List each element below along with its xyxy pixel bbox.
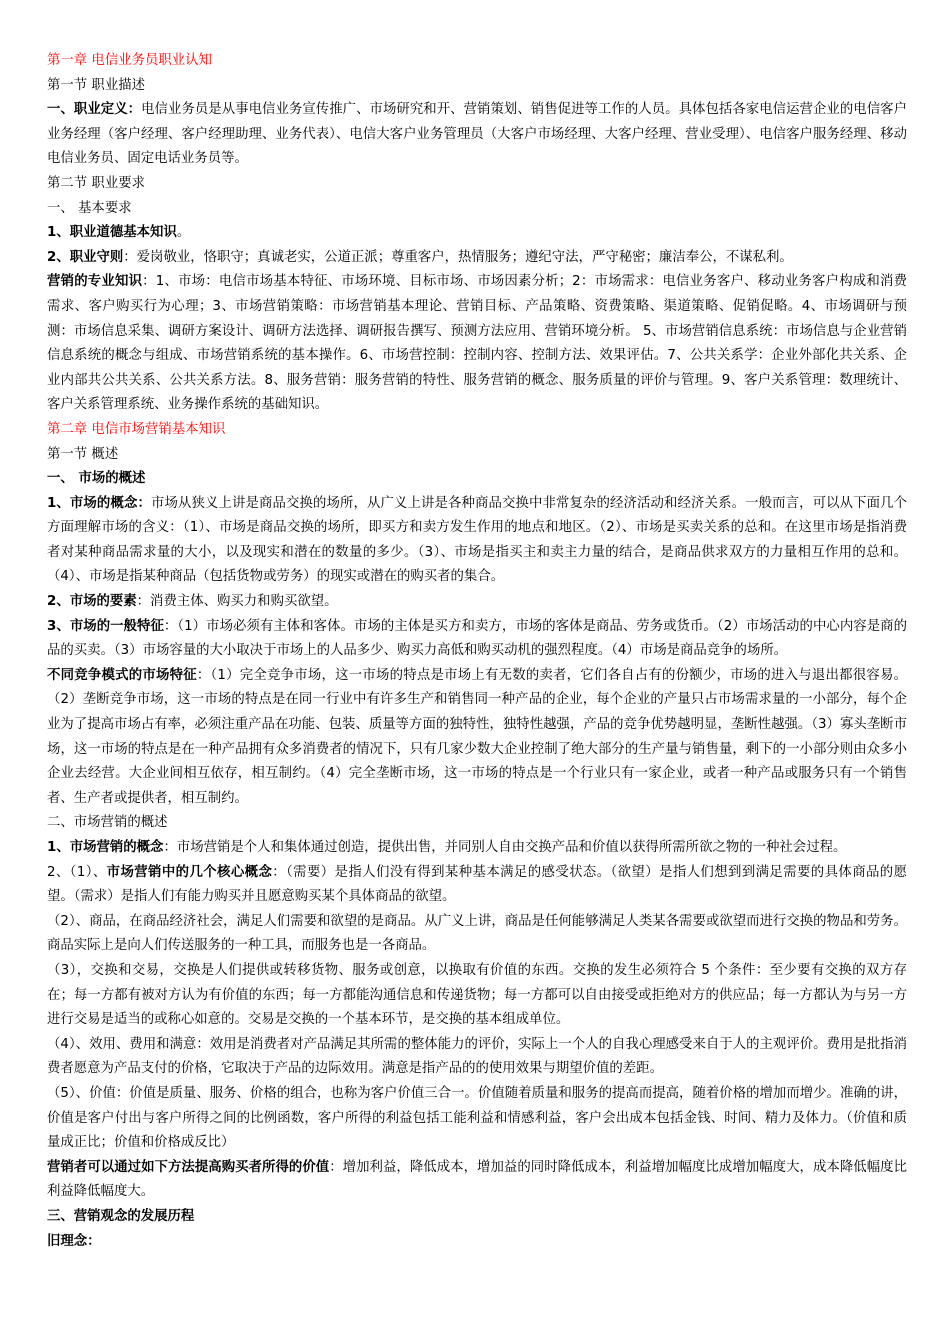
competition-heading: 不同竞争模式的市场特征 [47,667,197,683]
competition-text: ：（1）完全竞争市场，这一市场的特点是市场上有无数的卖者，它们各自占有的份额少，市场的进入与退出都很容易。（2）垄断竞争市场，这一市场的特点是在同一行业中有许多生产和销售同一种产品的企业，每个企业的产量只占市场需求量的一小部分，每个企业为了提高市场占有率，必须注重产品在功能、包装、质量等方面的独特性，独特性越强，产品的竞争优势越明显，垄断性越强。（3）寡头垄断市场，这一市场的特点是在一种产品拥有众多消费者的情况下，只有几家少数大企业控制了绝大部分的生产量与销售量，剩下的一小部分则由众多小企业去经营。大企业间相互依存，相互制约。（4）完全垄断市场，这一市场的特点是一个行业只有一家企业，或者一种产品或服务只有一个销售者、生产者或提供者，相互制约。 [47,667,907,806]
market-overview-heading-text: 一、 市场的概述 [47,471,146,487]
marketing-concept-history-heading [47,1205,907,1230]
paragraph-core-concepts [47,861,907,910]
section-2-title: 第二节 职业要求 [47,175,145,191]
ethics-heading: 1、职业道德基本知识 [47,225,177,241]
paragraph-ethics [47,221,907,246]
market-features-heading: 3、市场的一般特征 [47,618,164,634]
core-concepts-text: ：（需要）是指人们没有得到某种基本满足的感受状态。（欲望）是指人们想到到满足需要的具体商品的愿望。（需求）是指人们有能力购买并且愿意购买某个具体商品的欲望。 [47,864,907,905]
market-elements-heading: 2、市场的要素 [47,594,137,610]
market-concept-heading: 1、市场的概念： [47,495,151,511]
old-concept-heading [47,1230,907,1255]
paragraph-code [47,246,907,271]
paragraph-marketing-concept [47,836,907,861]
improve-value-text: ：增加利益，降低成本，增加益的同时降低成本，利益增加幅度比成增加幅度大，成本降低幅度比利益降低幅度大。 [47,1159,907,1200]
market-features-text: ：（1）市场必须有主体和客体。市场的主体是买方和卖方，市场的客体是商品、劳务或货币。（2）市场活动的中心内容是商的品的买卖。（3）市场容量的大小取决于市场上的人品多少、购买力高低和购买动机的强烈程度。（4）市场是商品竞争的场所。 [47,618,907,659]
market-overview-heading [47,467,907,492]
paragraph-exchange: （3），交换和交易，交换是人们提供或转移货物、服务或创意，以换取有价值的东西。交换的发生必须符合 5 个条件：至少要有交换的双方存在；每一方都有被对方认为有价值的东西；每一方都能沟通信息和传递货物；每一方都可以自由接受或拒绝对方的供应品；每一方都认为与另一方进行交易是适当的或称心如意的。交易是交换的一个基本环节，是交换的基本组成单位。 [47,962,907,1028]
old-concept-heading-text: 旧理念： [47,1233,101,1249]
section-1-title: 第一节 职业描述 [47,77,145,93]
paragraph-value: （5）、价值：价值是质量、服务、价格的组合，也称为客户价值三合一。价值随着质量和服务的提高而提高，随着价格的增加而增少。准确的讲，价值是客户付出与客户所得之间的比例函数，客户所得的利益包括工能利益和情感利益，客户会出成本包括金钱、时间、精力及体力。（价值和质量成正比；价值和价格成反比） [47,1085,907,1151]
code-heading: 2、职业守则 [47,249,124,265]
core-concepts-prefix: 2、（1）、 [47,864,107,880]
definition-heading: 一、职业定义： [47,102,142,118]
core-concepts-heading: 市场营销中的几个核心概念 [106,864,273,880]
market-elements-text: ：消费主体、购买力和购买欲望。 [136,594,338,610]
basic-requirements-heading: 一、 基本要求 [47,200,132,216]
paragraph-improve-value [47,1156,907,1205]
marketing-concept-heading: 1、市场营销的概念 [47,840,164,855]
paragraph-utility: （4）、效用、费用和满意：效用是消费者对产品满足其所需的整体能力的评价，实际上一个人的自我心理感受来自于人的主观评价。费用是批指消费者愿意为产品支付的价格，它取决于产品的边际效用。满意是指产品的的使用效果与期望价值的差距。 [47,1036,907,1077]
document-page [47,49,907,1254]
definition-text: 电信业务员是从事电信业务宣传推广、市场研究和开、营销策划、销售促进等工作的人员。具体包括各家电信运营企业的电信客户业务经理（客户经理、客户经理助理、业务代表）、电信大客户业务管理员（大客户市场经理、大客户经理、营业受理）、电信客户服务经理、移动电信业务员、固定电话业务员等。 [47,102,908,167]
paragraph-goods: （2）、商品，在商品经济社会，满足人们需要和欲望的是商品。从广义上讲，商品是任何能够满足人类某各需要或欲望而进行交换的物品和劳务。商品实际上是向人们传送服务的一种工具，而服务也是一各商品。 [47,913,907,954]
code-text: ：爱岗敬业，恪职守；真诚老实，公道正派；尊重客户，热情服务；遵纪守法，严守秘密；廉洁奉公，不谋私利。 [123,249,793,265]
paragraph-market-elements [47,590,907,615]
paragraph-definition [47,98,907,172]
knowledge-text: ：1、市场：电信市场基本特征、市场环境、目标市场、市场因素分析；2：市场需求：电信业务客户、移动业务客户构成和消费需求、客户购买行为心理；3、市场营销策略：市场营销基本理论、营销目标、产品策略、资费策略、渠道策略、促销促略。4、市场调研与预测：市场信息采集、调研方案设计、调研方法选择、调研报告撰写、预测方法应用、营销环境分析。 5、市场营销信息系统：市场信息与企业营销信息系统的概念与组成、市场营销系统的基本操作。6、市场营控制：控制内容、控制方法、效果评估。7、公共关系学：企业外部化共关系、企业内部共公共关系、公共关系方法。8、服务营销：服务营销的特性、服务营销的概念、服务质量的评价与管理。9、客户关系管理：数理统计、客户关系管理系统、业务操作系统的基础知识。 [47,274,907,413]
chapter-2-title: 第二章 电信市场营销基本知识 [47,421,226,437]
marketing-concept-history-heading-text: 三、营销观念的发展历程 [47,1208,195,1224]
chapter-1-title: 第一章 电信业务员职业认知 [47,53,212,68]
knowledge-heading: 营销的专业知识 [47,274,143,290]
paragraph-knowledge [47,270,907,418]
improve-value-heading: 营销者可以通过如下方法提高购买者所得的价值 [47,1159,330,1175]
marketing-overview-heading: 二、市场营销的概述 [47,815,168,831]
chapter-2-section-1-title: 第一节 概述 [47,446,119,462]
ethics-tail: 。 [176,225,191,241]
paragraph-market-concept [47,492,907,590]
market-concept-text: 市场从狭义上讲是商品交换的场所，从广义上讲是各种商品交换中非常复杂的经济活动和经济关系。一般而言，可以从下面几个方面理解市场的含义：（1）、市场是商品交换的场所，即买方和卖方发生作用的地点和地区。（2）、市场是买卖关系的总和。在这里市场是指消费者对某种商品需求量的大小，以及现实和潜在的数量的多少。（3）、市场是指买主和卖主力量的结合，是商品供求双方的力量相互作用的总和。（4）、市场是指某种商品（包括货物或劳务）的现实或潜在的购买者的集合。 [47,495,907,585]
marketing-concept-text: ：市场营销是个人和集体通过创造，提供出售，并同别人自由交换产品和价值以获得所需所欲之物的一种社会过程。 [163,840,847,855]
paragraph-competition [47,664,907,812]
paragraph-market-features [47,615,907,664]
